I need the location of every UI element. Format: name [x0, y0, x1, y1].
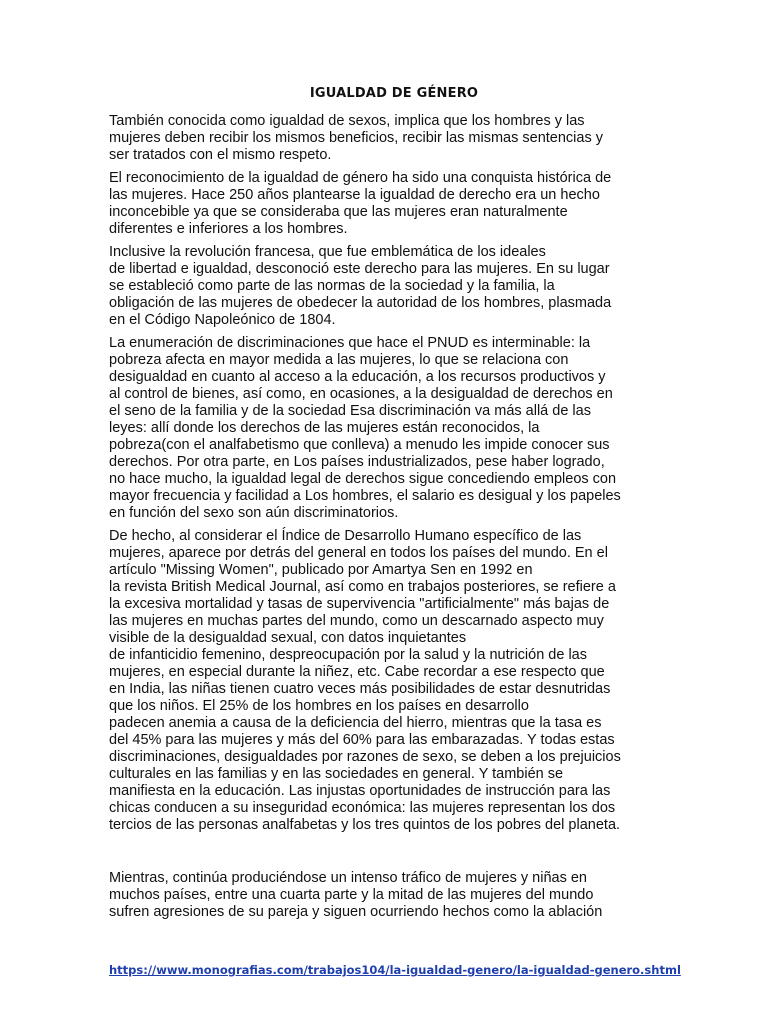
paragraph-3: Inclusive la revolución francesa, que fue emblemática de los ideales de libertad e igualdad, desconoció este derecho para las mujeres. En su lugar se estableció como parte de las normas de la sociedad y la familia, la obligación de las mujeres de obedecer la autoridad de los hombres, plasmada en el Código Napoleónico de 1804. — [109, 244, 612, 328]
document-title: IGUALDAD DE GÉNERO — [309, 86, 479, 101]
paragraph-6: Mientras, continúa produciéndose un intenso tráfico de mujeres y niñas en muchos países, entre una cuarta parte y la mitad de las mujeres del mundo sufren agresiones de su pareja y siguen ocurriendo hechos como la ablación — [109, 870, 603, 920]
paragraph-1: También conocida como igualdad de sexos, implica que los hombres y las mujeres deben recibir los mismos beneficios, recibir las mismas sentencias y ser tratados con el mismo respeto. — [109, 113, 603, 163]
paragraph-2: El reconocimiento de la igualdad de género ha sido una conquista histórica de las mujeres. Hace 250 años plantearse la igualdad de derecho era un hecho inconcebible ya que se consideraba que las mujeres eran naturalmente diferentes e inferiores a los hombres. — [109, 170, 612, 237]
paragraph-spacer — [109, 840, 661, 870]
paragraph-4: La enumeración de discriminaciones que hace el PNUD es interminable: la pobreza afecta en mayor medida a las mujeres, lo que se relaciona con desigualdad en cuanto al acceso a la educación, a los recursos productivos y al control de bienes, así como, en ocasiones, a la desigualdad de derechos en el seno de la familia y de la sociedad Esa discriminación va más allá de las leyes: allí donde los derechos de las mujeres están reconocidos, la pobreza(con el analfabetismo que conlleva) a menudo les impide conocer sus derechos. Por otra parte, en Los países industrializados, pese haber logrado, no hace mucho, la igualdad legal de derechos sigue concediendo empleos con mayor frecuencia y facilidad a Los hombres, el salario es desigual y los papeles en función del sexo son aún discriminatorios. — [109, 335, 621, 521]
source-link[interactable]: https://www.monografias.com/trabajos104/la-igualdad-genero/la-igualdad-genero.shtml — [109, 963, 681, 977]
paragraph-5: De hecho, al considerar el Índice de Desarrollo Humano específico de las mujeres, aparece por detrás del general en todos los países del mundo. En el artículo "Missing Women", publicado por Amartya Sen en 1992 en la revista British Medical Journal, así como en trabajos posteriores, se refiere a la excesiva mortalidad y tasas de supervivencia "artificialmente" más bajas de las mujeres en muchas partes del mundo, como un descarnado aspecto muy visible de la desigualdad sexual, con datos inquietantes de infanticidio femenino, despreocupación por la salud y la nutrición de las mujeres, en especial durante la niñez, etc. Cabe recordar a ese respecto que en India, las niñas tienen cuatro veces más posibilidades de estar desnutridas que los niños. El 25% de los hombres en los países en desarrollo padecen anemia a causa de la deficiencia del hierro, mientras que la tasa es del 45% para las mujeres y más del 60% para las embarazadas. Y todas estas discriminaciones, desigualdades por razones de sexo, se deben a los prejuicios culturales en las familias y en las sociedades en general. Y también se manifiesta en la educación. Las injustas oportunidades de instrucción para las chicas conducen a su inseguridad económica: las mujeres representan los dos tercios de las personas analfabetas y los tres quintos de los pobres del planeta. — [109, 528, 621, 833]
document-body — [109, 86, 661, 927]
